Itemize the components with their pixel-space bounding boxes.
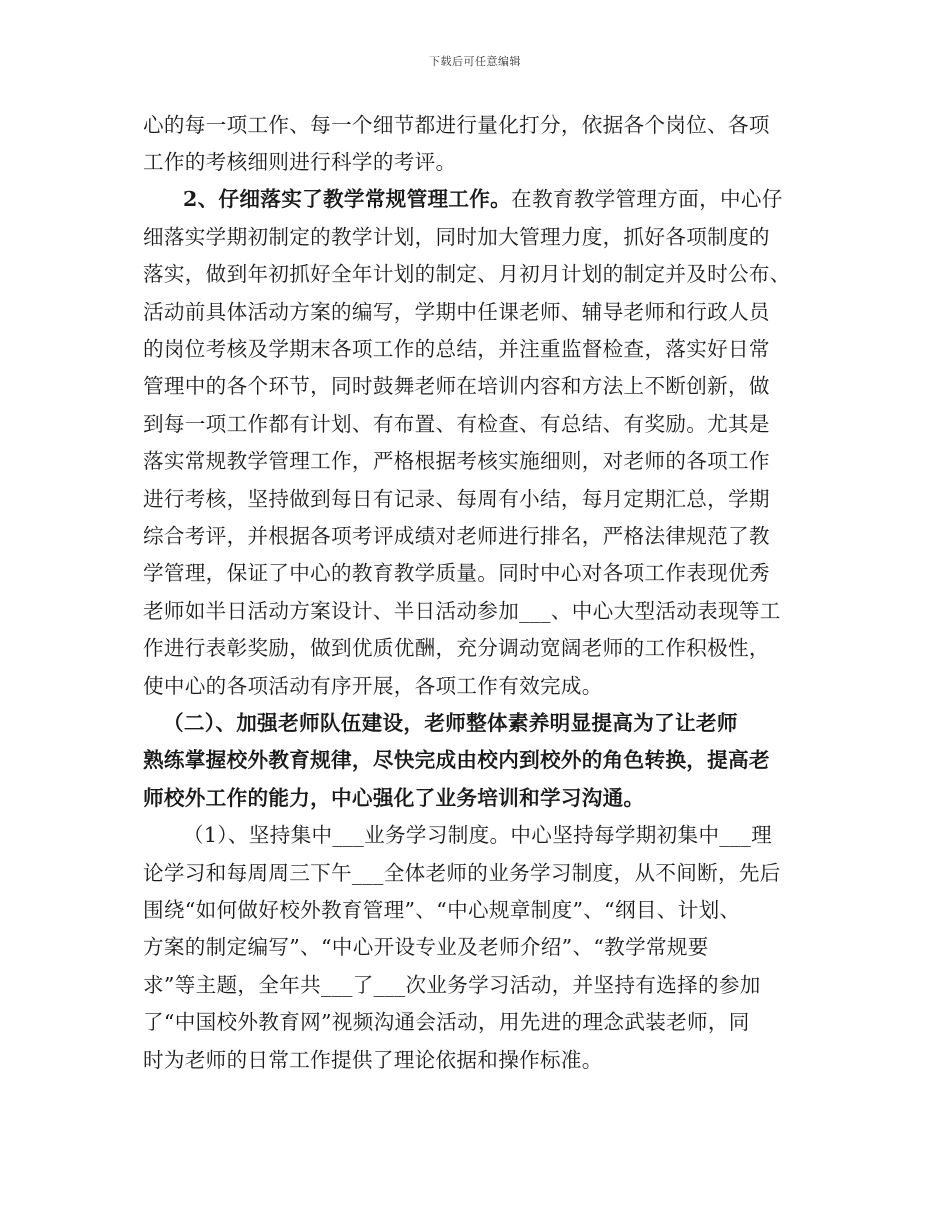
line-text: 细落实学期初制定的教学计划，同时加大管理力度，抓好各项制度的: [143, 225, 770, 249]
text-line: [183, 189, 783, 210]
line-text: 在教育教学管理方面，中心仔: [511, 187, 783, 211]
text-line: [143, 676, 603, 697]
text-line: [143, 227, 770, 248]
line-text: 时为老师的日常工作提供了理论依据和操作标准。: [143, 1048, 603, 1072]
line-text: 心的每一项工作、每一个细节都进行量化打分，依据各个岗位、各项: [143, 113, 770, 137]
text-line: [143, 115, 770, 136]
line-text: 到每一项工作都有计划、有布置、有检查、有总结、有奖励。尤其是: [143, 412, 770, 436]
line-text: 的岗位考核及学期末各项工作的总结，并注重监督检查，落实好日常: [143, 337, 770, 361]
line-text: 管理中的各个环节，同时鼓舞老师在培训内容和方法上不断创新，做: [143, 374, 770, 398]
text-line: [143, 975, 761, 996]
line-text: 老师如半日活动方案设计、半日活动参加___、中心大型活动表现等工: [143, 599, 781, 623]
text-line: [143, 788, 644, 809]
line-text: 工作的考核细则进行科学的考评。: [143, 150, 457, 174]
line-text: 落实，做到年初抓好全年计划的制定、月初月计划的制定并及时公布、: [143, 262, 791, 286]
text-line: [143, 264, 791, 285]
line-text: 了“中国校外教育网”视频沟通会活动，用先进的理念武装老师，同: [143, 1010, 750, 1034]
line-text: 围绕“如何做好校外教育管理”、“中心规章制度”、“纲目、计划、: [143, 898, 741, 922]
text-line: [143, 152, 456, 173]
section-heading: 2、仔细落实了教学常规管理工作。: [183, 187, 512, 211]
text-line: [143, 489, 770, 510]
text-line: [143, 1012, 750, 1033]
line-text: 论学习和每周周三下午___全体老师的业务学习制度，从不间断，先后: [143, 861, 781, 885]
section-heading: 熟练掌握校外教育规律，尽快完成由校内到校外的角色转换，提高老: [143, 748, 770, 772]
text-line: [143, 863, 781, 884]
text-line: [183, 825, 772, 846]
text-line: [143, 339, 770, 360]
line-text: 作进行表彰奖励，做到优质优酬，充分调动宽阔老师的工作积极性，: [143, 636, 770, 660]
line-text: 学管理，保证了中心的教育教学质量。同时中心对各项工作表现优秀: [143, 561, 770, 585]
text-line: [143, 451, 770, 472]
line-text: 进行考核，坚持做到每日有记录、每周有小结，每月定期汇总，学期: [143, 487, 770, 511]
text-line: [143, 302, 770, 323]
text-line: [143, 638, 770, 659]
line-text: 使中心的各项活动有序开展，各项工作有效完成。: [143, 674, 603, 698]
line-text: 求”等主题，全年共___了___次业务学习活动，并坚持有选择的参加: [143, 973, 761, 997]
section-heading: （二）、加强老师队伍建设，老师整体素养明显提高为了让老师: [163, 711, 738, 735]
line-text: （1）、坚持集中___业务学习制度。中心坚持每学期初集中___理: [183, 823, 773, 847]
text-line: [143, 601, 781, 622]
text-line: [143, 937, 709, 958]
line-text: 活动前具体活动方案的编写，学期中任课老师、辅导老师和行政人员: [143, 300, 770, 324]
line-text: 方案的制定编写”、“中心开设专业及老师介绍”、“教学常规要: [143, 935, 709, 959]
section-heading: 师校外工作的能力，中心强化了业务培训和学习沟通。: [143, 786, 645, 810]
text-line: [143, 900, 740, 921]
text-line: [143, 414, 770, 435]
text-line: [143, 376, 770, 397]
text-line: [143, 1050, 603, 1071]
text-line: [163, 713, 738, 734]
line-text: 落实常规教学管理工作，严格根据考核实施细则，对老师的各项工作: [143, 449, 770, 473]
text-line: [143, 526, 770, 547]
text-line: [143, 563, 770, 584]
line-text: 综合考评，并根据各项考评成绩对老师进行排名，严格法律规范了教: [143, 524, 770, 548]
text-line: [143, 750, 770, 771]
page-header: 下载后可任意编辑: [429, 55, 521, 68]
